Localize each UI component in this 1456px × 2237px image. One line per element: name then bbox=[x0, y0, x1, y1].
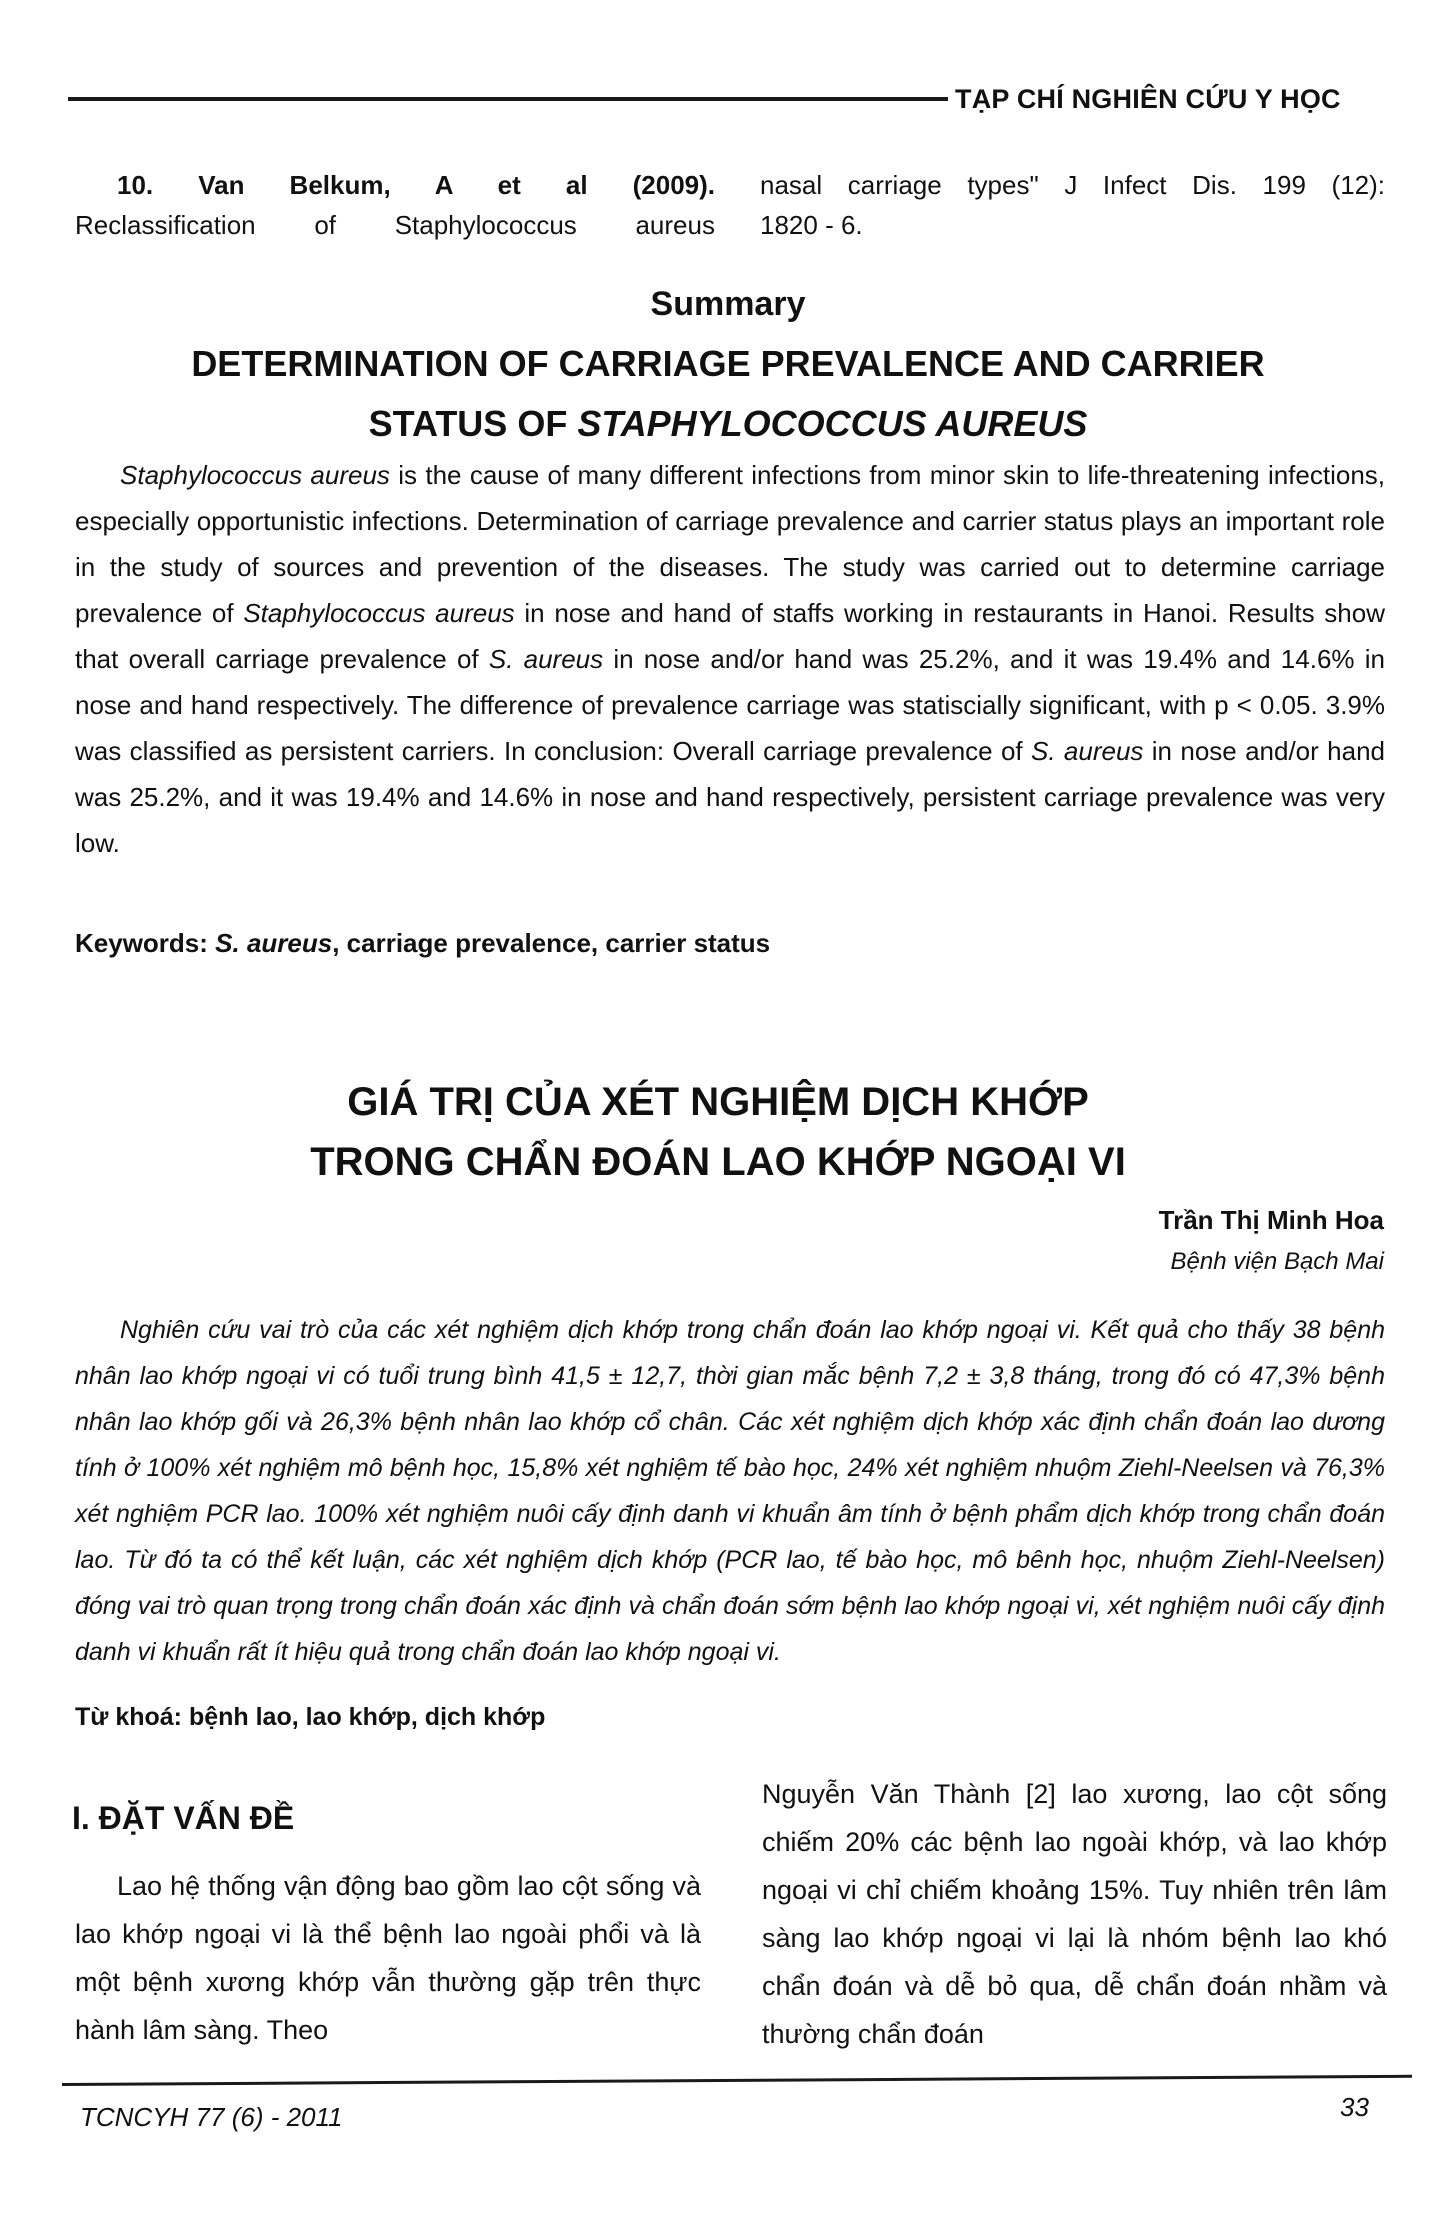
reference-authors-line bbox=[75, 165, 715, 205]
keywords-species: S. aureus bbox=[215, 928, 333, 958]
english-abstract bbox=[75, 452, 1385, 866]
species-name: Staphylococcus aureus bbox=[243, 598, 515, 628]
english-title-prefix: STATUS OF bbox=[368, 403, 578, 444]
english-title-species: STAPHYLOCOCCUS AUREUS bbox=[577, 403, 1088, 444]
abstract-text: is the cause of many different infections from minor skin to life-threatening infections, especially opportunistic infections. Determination of carriage prevalence and carrier status plays an important role in the study of sources and prevention of the diseases. The study was carried out to determine carriage prevalence of bbox=[75, 460, 1386, 628]
header-rule bbox=[68, 97, 948, 101]
summary-heading: Summary bbox=[650, 285, 806, 323]
species-name: Staphylococcus aureus bbox=[120, 460, 390, 490]
abstract-text: in nose and hand of staffs working in restaurants in Hanoi. Results show that overall carriage prevalence of bbox=[75, 598, 1385, 674]
body-column-left: Lao hệ thống vận động bao gồm lao cột sống và lao khớp ngoại vi là thể bệnh lao ngoài phổi và là một bệnh xương khớp vẫn thường gặp trên thực hành lâm sàng. Theo bbox=[75, 1871, 701, 2045]
english-keywords bbox=[75, 928, 770, 959]
reference-title-species: Staphylococcus aureus bbox=[394, 210, 715, 240]
reference-title-prefix: Reclassification of bbox=[75, 210, 336, 240]
keywords-label: Keywords: bbox=[75, 928, 216, 958]
keywords-rest: , carriage prevalence, carrier status bbox=[332, 928, 771, 958]
reference-10-right bbox=[760, 165, 1385, 245]
vietnamese-abstract: Nghiên cứu vai trò của các xét nghiệm dịch khớp trong chẩn đoán lao khớp ngoại vi. Kết quả cho thấy 38 bệnh nhân lao khớp ngoại vi có tuổi trung bình 41,5 ± 12,7, thời gian mắc bệnh 7,2 ± 3,8 tháng, trong đó có 47,3% bệnh nhân lao khớp gối và 26,3% bệnh nhân lao khớp cổ chân. Các xét nghiệm dịch khớp xác định chẩn đoán lao dương tính ở 100% xét nghiệm mô bệnh học, 15,8% xét nghiệm tế bào học, 24% xét nghiệm nhuộm Ziehl-Neelsen và 76,3% xét nghiệm PCR lao. 100% xét nghiệm nuôi cấy định danh vi khuẩn âm tính ở bệnh phẩm dịch khớp trong chẩn đoán lao. Từ đó ta có thể kết luận, các xét nghiệm dịch khớp (PCR lao, tế bào học, mô bênh học, nhuộm Ziehl-Neelsen) đóng vai trò quan trọng trong chẩn đoán xác định và chẩn đoán sớm bệnh lao khớp ngoại vi, xét nghiệm nuôi cấy định danh vi khuẩn rất ít hiệu quả trong chẩn đoán lao khớp ngoại vi. bbox=[75, 1316, 1385, 1666]
reference-10-left bbox=[75, 165, 715, 245]
reference-citation-line1: nasal carriage types" J Infect Dis. 199 (12): bbox=[760, 170, 1385, 200]
english-title-line1: DETERMINATION OF CARRIAGE PREVALENCE AND CARRIER bbox=[191, 343, 1265, 384]
species-name: S. aureus bbox=[488, 644, 604, 674]
journal-header-title: TẠP CHÍ NGHIÊN CỨU Y HỌC bbox=[955, 84, 1341, 114]
article-affiliation: Bệnh viện Bạch Mai bbox=[1170, 1248, 1384, 1275]
abstract-text: in nose and/or hand was 25.2%, and it was 19.4% and 14.6% in nose and hand respectively, persistent carriage prevalence was very low. bbox=[75, 736, 1385, 858]
page-number: 33 bbox=[1340, 2092, 1369, 2122]
article-author: Trần Thị Minh Hoa bbox=[1158, 1205, 1384, 1235]
footer-journal-issue: TCNCYH 77 (6) - 2011 bbox=[80, 2102, 343, 2132]
reference-title-line bbox=[75, 205, 715, 245]
article-title-line1: GIÁ TRỊ CỦA XÉT NGHIỆM DỊCH KHỚP bbox=[347, 1080, 1089, 1124]
reference-number: 10. bbox=[117, 170, 154, 200]
section-heading-introduction: I. ĐẶT VẤN ĐỀ bbox=[72, 1800, 295, 1836]
footer-rule bbox=[62, 2075, 1412, 2086]
article-title-line2: TRONG CHẨN ĐOÁN LAO KHỚP NGOẠI VI bbox=[310, 1140, 1126, 1184]
abstract-text: in nose and/or hand was 25.2%, and it was 19.4% and 14.6% in nose and hand respectively. The difference of prevalence carriage was statiscially significant, with p < 0.05. 3.9% was classified as persistent carriers. In conclusion: Overall carriage prevalence of bbox=[75, 644, 1385, 766]
species-name: S. aureus bbox=[1031, 736, 1144, 766]
english-title-line2 bbox=[0, 403, 1456, 445]
reference-citation-line2: 1820 - 6. bbox=[760, 210, 863, 240]
body-column-right: Nguyễn Văn Thành [2] lao xương, lao cột sống chiếm 20% các bệnh lao ngoài khớp, và lao khớp ngoại vi chỉ chiếm khoảng 15%. Tuy nhiên trên lâm sàng lao khớp ngoại vi lại là nhóm bệnh lao khó chẩn đoán và dễ bỏ qua, dễ chẩn đoán nhầm và thường chẩn đoán bbox=[762, 1779, 1387, 2049]
vietnamese-keywords: Từ khoá: bệnh lao, lao khớp, dịch khớp bbox=[75, 1703, 546, 1731]
reference-authors: Van Belkum, A et al (2009). bbox=[198, 170, 715, 200]
